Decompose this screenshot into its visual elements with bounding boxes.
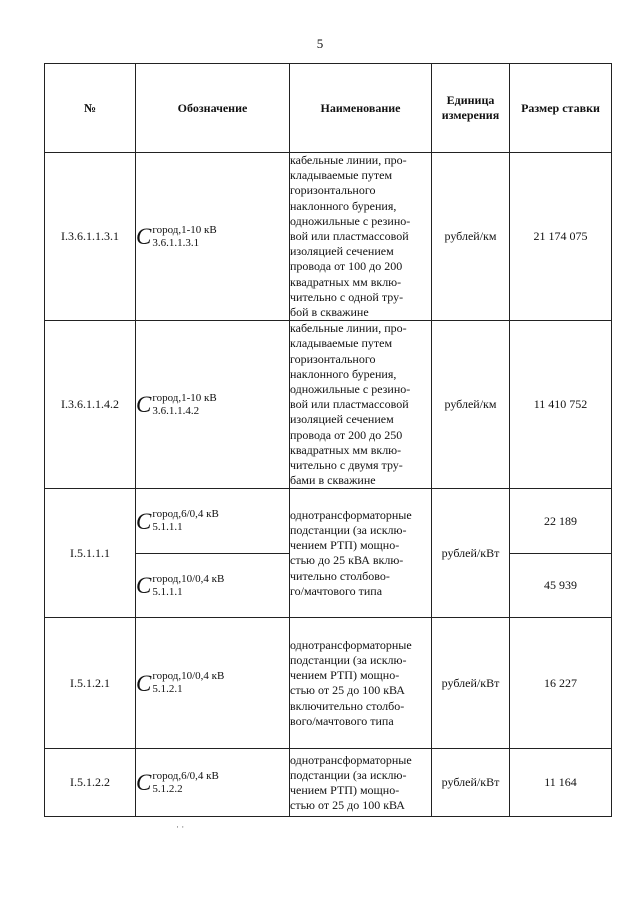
header-name: Наименование xyxy=(290,64,432,153)
rate-cell: 11 164 xyxy=(510,749,612,817)
name-line: чением РТП) мощно- xyxy=(290,782,400,797)
designation-subscript: 5.1.2.1 xyxy=(152,683,183,696)
designation-cell xyxy=(136,153,290,321)
unit-cell: рублей/кВт xyxy=(432,618,510,749)
designation-cell xyxy=(136,554,290,618)
table-row xyxy=(45,618,612,749)
name-cell xyxy=(290,618,432,749)
name-line: одножильные с резино- xyxy=(290,213,411,228)
designation-symbol xyxy=(136,574,224,598)
name-cell xyxy=(290,749,432,817)
rate-cell: 22 189 xyxy=(510,489,612,554)
header-unit-line2: измерения xyxy=(441,108,500,122)
designation-subscript: 5.1.2.2 xyxy=(152,782,183,795)
table-row xyxy=(45,153,612,321)
symbol-letter: C xyxy=(136,392,152,418)
name-line: горизонтального xyxy=(290,183,376,198)
name-line: вого/мачтового типа xyxy=(290,713,394,728)
header-num: № xyxy=(45,64,136,153)
name-line: кабельные линии, про- xyxy=(290,321,407,336)
name-line: кладываемые путем xyxy=(290,336,393,351)
designation-symbol xyxy=(136,671,224,695)
row-number: I.5.1.1.1 xyxy=(45,489,136,618)
name-line: одножильные с резино- xyxy=(290,382,411,397)
name-line: провода от 200 до 250 xyxy=(290,427,403,442)
symbol-letter: C xyxy=(136,670,152,696)
rates-table xyxy=(44,63,612,817)
name-line: чительно столбово- xyxy=(290,568,390,583)
designation-superscript: город,10/0,4 кВ xyxy=(152,572,225,585)
name-line: стью от 25 до 100 кВА xyxy=(290,798,405,813)
rate-cell: 16 227 xyxy=(510,618,612,749)
name-line: квадратных мм вклю- xyxy=(290,274,402,289)
symbol-letter: C xyxy=(136,508,152,534)
unit-cell: рублей/кВт xyxy=(432,749,510,817)
rate-cell: 45 939 xyxy=(510,554,612,618)
name-line: провода от 100 до 200 xyxy=(290,259,403,274)
header-row xyxy=(45,64,612,153)
designation-cell xyxy=(136,321,290,489)
name-line: однотрансформаторные xyxy=(290,507,412,522)
designation-cell xyxy=(136,618,290,749)
designation-symbol xyxy=(136,771,219,795)
header-unit-line1: Единица xyxy=(446,93,495,107)
unit-cell: рублей/кВт xyxy=(432,489,510,618)
row-number: I.5.1.2.2 xyxy=(45,749,136,817)
header-designation: Обозначение xyxy=(136,64,290,153)
symbol-letter: C xyxy=(136,224,152,250)
designation-symbol xyxy=(136,509,219,533)
symbol-letter: C xyxy=(136,573,152,599)
name-line: чительно с двумя тру- xyxy=(290,458,403,473)
name-line: чением РТП) мощно- xyxy=(290,668,400,683)
name-line: кабельные линии, про- xyxy=(290,153,407,167)
name-line: наклонного бурения, xyxy=(290,366,397,381)
name-line: чением РТП) мощно- xyxy=(290,538,400,553)
name-line: подстанции (за исклю- xyxy=(290,653,407,668)
name-line: чительно с одной тру- xyxy=(290,289,404,304)
rate-cell: 21 174 075 xyxy=(510,153,612,321)
table-row xyxy=(45,321,612,489)
unit-cell: рублей/км xyxy=(432,321,510,489)
name-line: вой или пластмассовой xyxy=(290,397,409,412)
designation-subscript: 3.6.1.1.3.1 xyxy=(152,236,200,249)
name-line: горизонтального xyxy=(290,351,376,366)
symbol-letter: C xyxy=(136,770,152,796)
name-line: изоляцией сечением xyxy=(290,244,394,259)
designation-cell xyxy=(136,489,290,554)
name-line: го/мачтового типа xyxy=(290,583,383,598)
name-cell xyxy=(290,321,432,489)
header-rate: Размер ставки xyxy=(510,64,612,153)
rate-cell: 11 410 752 xyxy=(510,321,612,489)
row-number: I.3.6.1.1.3.1 xyxy=(45,153,136,321)
name-line: стью от 25 до 100 кВА xyxy=(290,683,405,698)
row-number: I.5.1.2.1 xyxy=(45,618,136,749)
name-line: включительно столбо- xyxy=(290,698,405,713)
name-cell xyxy=(290,489,432,618)
name-line: вой или пластмассовой xyxy=(290,229,409,244)
designation-superscript: город,1-10 кВ xyxy=(152,391,217,404)
name-line: подстанции (за исклю- xyxy=(290,523,407,538)
name-line: стью до 25 кВА вклю- xyxy=(290,553,404,568)
designation-subscript: 5.1.1.1 xyxy=(152,585,183,598)
name-line: бой в скважине xyxy=(290,305,369,320)
designation-cell xyxy=(136,749,290,817)
name-line: кладываемые путем xyxy=(290,168,393,183)
name-line: однотрансформаторные xyxy=(290,637,412,652)
name-line: бами в скважине xyxy=(290,473,376,488)
page-number: 5 xyxy=(316,36,324,51)
designation-subscript: 5.1.1.1 xyxy=(152,521,183,534)
header-unit xyxy=(432,64,510,153)
name-line: квадратных мм вклю- xyxy=(290,442,402,457)
designation-superscript: город,10/0,4 кВ xyxy=(152,670,225,683)
designation-superscript: город,6/0,4 кВ xyxy=(152,508,219,521)
designation-symbol xyxy=(136,393,217,417)
name-line: изоляцией сечением xyxy=(290,412,394,427)
designation-superscript: город,6/0,4 кВ xyxy=(152,769,219,782)
table-row xyxy=(45,489,612,554)
name-line: наклонного бурения, xyxy=(290,198,397,213)
name-line: подстанции (за исклю- xyxy=(290,767,407,782)
unit-cell: рублей/км xyxy=(432,153,510,321)
table-row xyxy=(45,749,612,817)
name-cell xyxy=(290,153,432,321)
designation-subscript: 3.6.1.1.4.2 xyxy=(152,404,200,417)
row-number: I.3.6.1.1.4.2 xyxy=(45,321,136,489)
designation-symbol xyxy=(136,225,217,249)
designation-superscript: город,1-10 кВ xyxy=(152,223,217,236)
footer-mark: · · xyxy=(176,822,185,832)
name-line: однотрансформаторные xyxy=(290,752,412,767)
